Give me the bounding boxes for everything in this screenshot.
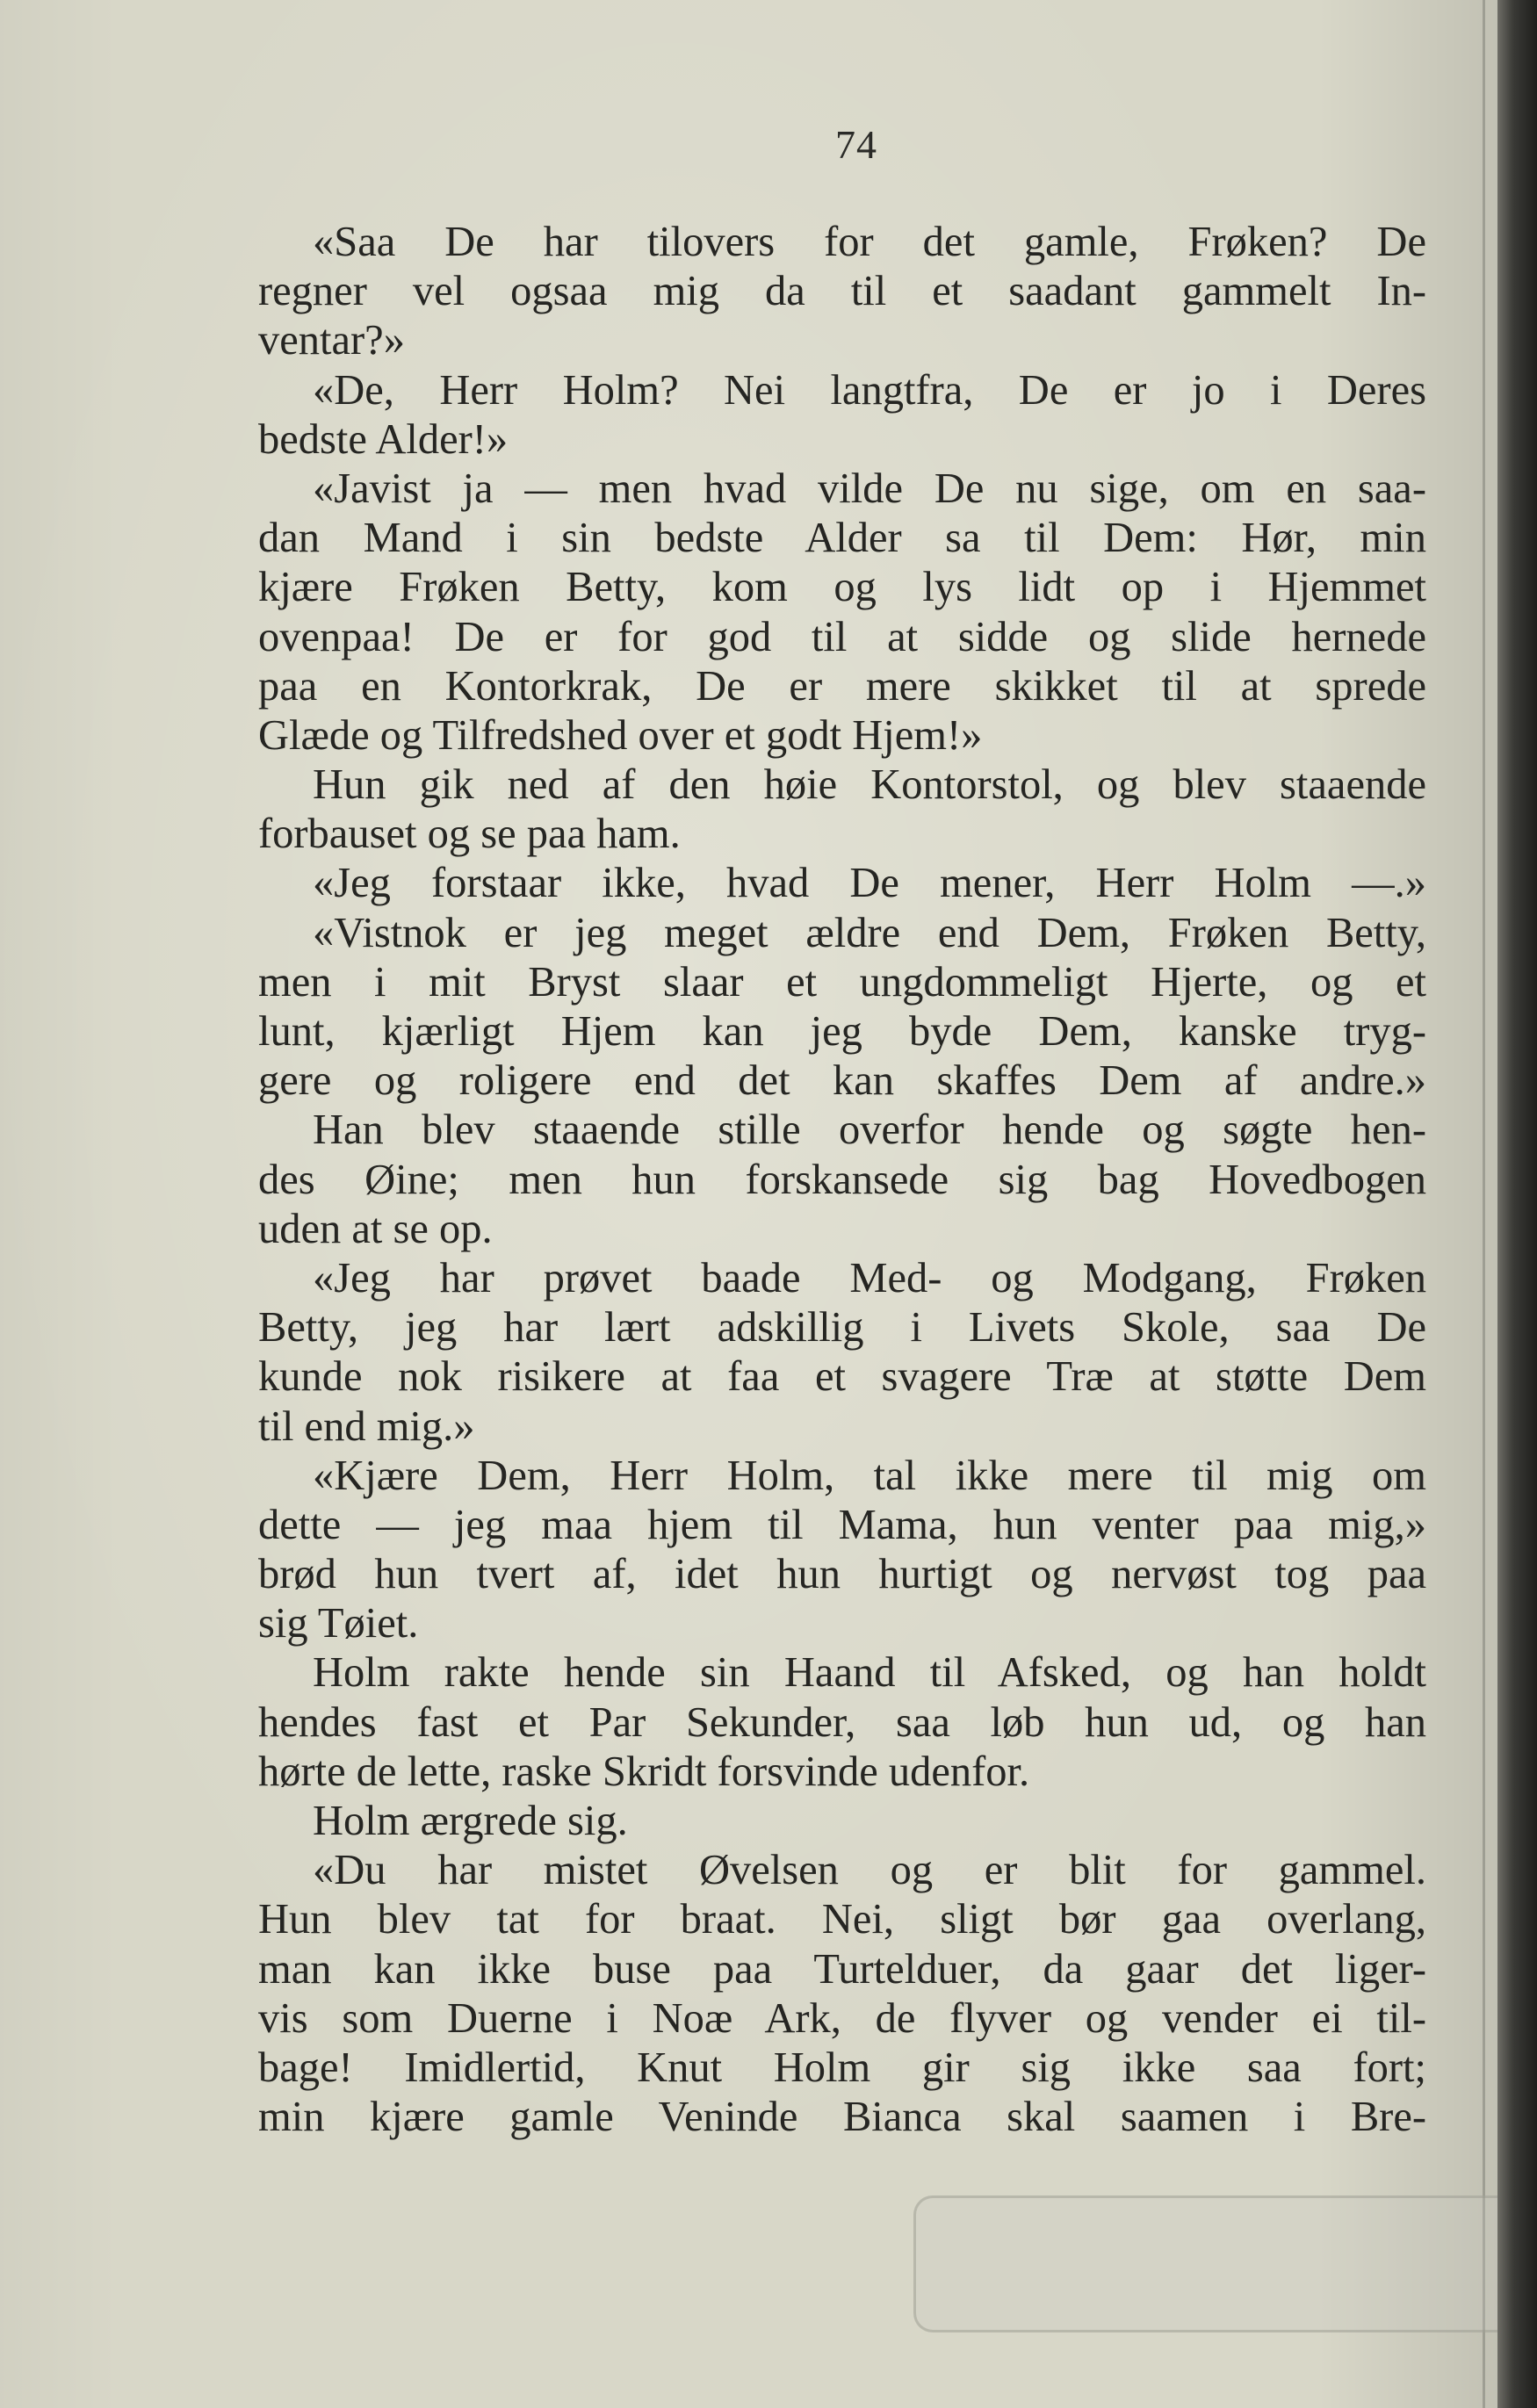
text-line: til end mig.» <box>258 1402 475 1450</box>
text-line: hendes fast et Par Sekunder, saa løb hun ud, og han <box>258 1698 1426 1746</box>
text-line: vis som Duerne i Noæ Ark, de flyver og vender ei til- <box>258 1994 1426 2042</box>
text-line: min kjære gamle Veninde Bianca skal saamen i Bre- <box>258 2094 1426 2141</box>
text-line: «Kjære Dem, Herr Holm, tal ikke mere til mig om <box>313 1452 1426 1499</box>
text-line: «De, Herr Holm? Nei langtfra, De er jo i Deres <box>313 366 1426 414</box>
text-line: «Javist ja — men hvad vilde De nu sige, om en saa- <box>313 465 1426 512</box>
text-line: Betty, jeg har lært adskillig i Livets Skole, saa De <box>258 1304 1426 1352</box>
text-line: des Øine; men hun forskansede sig bag Hovedbogen <box>258 1156 1426 1203</box>
text-line: bedste Alder!» <box>258 415 509 463</box>
text-line: bage! Imidlertid, Knut Holm gir sig ikke saa fort; <box>258 2044 1426 2091</box>
text-line: hørte de lette, raske Skridt forsvinde udenfor. <box>258 1748 1030 1795</box>
text-line: «Jeg forstaar ikke, hvad De mener, Herr Holm —.» <box>313 860 1426 907</box>
text-line: «Vistnok er jeg meget ældre end Dem, Frøken Betty, <box>313 909 1426 956</box>
text-line: Holm ærgrede sig. <box>313 1798 628 1844</box>
text-line: Hun gik ned af den høie Kontorstol, og blev staaende <box>313 761 1426 809</box>
text-line: uden at se op. <box>258 1205 493 1252</box>
text-line: «Saa De har tilovers for det gamle, Frøken? De <box>313 219 1426 265</box>
text-line: ovenpaa! De er for god til at sidde og slide hernede <box>258 613 1426 660</box>
text-line: Han blev staaende stille overfor hende og søgte hen- <box>313 1107 1426 1154</box>
library-stamp-outline <box>913 2195 1497 2332</box>
text-line: brød hun tvert af, idet hun hurtigt og nervøst tog paa <box>258 1551 1426 1598</box>
book-gutter <box>1497 0 1537 2408</box>
text-line: «Du har mistet Øvelsen og er blit for gammel. <box>313 1847 1426 1894</box>
page-number: 74 <box>835 122 877 167</box>
text-line: ventar?» <box>258 317 405 364</box>
text-line: Glæde og Tilfredshed over et godt Hjem!» <box>258 711 983 759</box>
text-line: man kan ikke buse paa Turtelduer, da gaar det liger- <box>258 1945 1426 1993</box>
text-line: sig Tøiet. <box>258 1600 419 1647</box>
text-line: paa en Kontorkrak, De er mere skikket til at sprede <box>258 662 1426 710</box>
text-line: dette — jeg maa hjem til Mama, hun venter paa mig,» <box>258 1501 1426 1548</box>
text-line: men i mit Bryst slaar et ungdommeligt Hjerte, og et <box>258 958 1426 1006</box>
text-line: forbauset og se paa ham. <box>258 811 681 858</box>
text-line: kjære Frøken Betty, kom og lys lidt op i Hjemmet <box>258 564 1426 611</box>
text-line: «Jeg har prøvet baade Med- og Modgang, Frøken <box>313 1254 1426 1301</box>
text-line: Hun blev tat for braat. Nei, sligt bør gaa overlang, <box>258 1896 1426 1943</box>
text-line: dan Mand i sin bedste Alder sa til Dem: Hør, min <box>258 515 1426 562</box>
page-body-text <box>258 218 1426 2142</box>
page-edge-shadow <box>1483 0 1485 2408</box>
text-line: Holm rakte hende sin Haand til Afsked, og han holdt <box>313 1649 1426 1697</box>
text-line: lunt, kjærligt Hjem kan jeg byde Dem, kanske tryg- <box>258 1008 1426 1055</box>
text-line: gere og roligere end det kan skaffes Dem af andre.» <box>258 1057 1426 1105</box>
text-line: kunde nok risikere at faa et svagere Træ at støtte Dem <box>258 1353 1426 1401</box>
text-line: regner vel ogsaa mig da til et saadant gammelt In- <box>258 268 1426 315</box>
